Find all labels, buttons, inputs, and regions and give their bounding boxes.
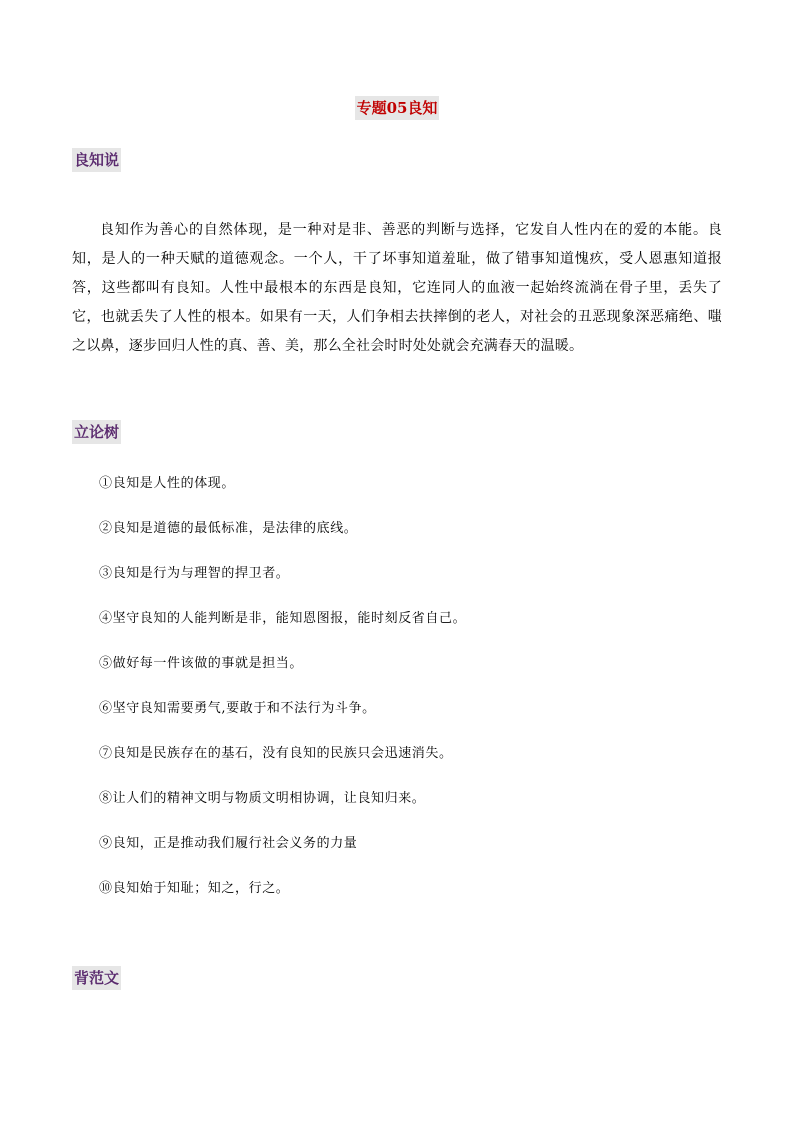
section-heading-beifanwen: 背范文 [72, 966, 121, 990]
argument-item: ⑤做好每一件该做的事就是担当。 [99, 656, 304, 671]
argument-item: ⑩良知始于知耻；知之，行之。 [99, 881, 290, 896]
argument-item: ③良知是行为与理智的捍卫者。 [99, 566, 290, 581]
argument-item: ⑦良知是民族存在的基石，没有良知的民族只会迅速消失。 [99, 746, 453, 761]
argument-item: ⑧让人们的精神文明与物质文明相协调，让良知归来。 [99, 791, 426, 806]
argument-item: ②良知是道德的最低标准，是法律的底线。 [99, 521, 358, 536]
argument-item: ⑥坚守良知需要勇气,要敢于和不法行为斗争。 [99, 701, 376, 716]
argument-item: ⑨良知，正是推动我们履行社会义务的力量 [99, 836, 358, 851]
argument-item: ④坚守良知的人能判断是非，能知恩图报，能时刻反省自己。 [99, 611, 467, 626]
page-title [0, 96, 794, 120]
argument-list [99, 474, 466, 924]
section-heading-liangzhishuo: 良知说 [72, 148, 121, 172]
intro-paragraph: 良知作为善心的自然体现，是一种对是非、善恶的判断与选择，它发自人性内在的爱的本能。良知，是人的一种天赋的道德观念。一个人，干了坏事知道羞耻，做了错事知道愧疚，受人恩惠知道报答，这些都叫有良知。人性中最根本的东西是良知，它连同人的血液一起始终流淌在骨子里，丢失了它，也就丢失了人性的根本。如果有一天，人们争相去扶摔倒的老人，对社会的丑恶现象深恶痛绝、嗤之以鼻，逐步回归人性的真、善、美，那么全社会时时处处就会充满春天的温暖。 [72, 222, 722, 354]
argument-item: ①良知是人性的体现。 [99, 476, 236, 491]
section-heading-lilunshu: 立论树 [72, 420, 121, 444]
page-title-text: 专题05良知 [355, 96, 440, 120]
